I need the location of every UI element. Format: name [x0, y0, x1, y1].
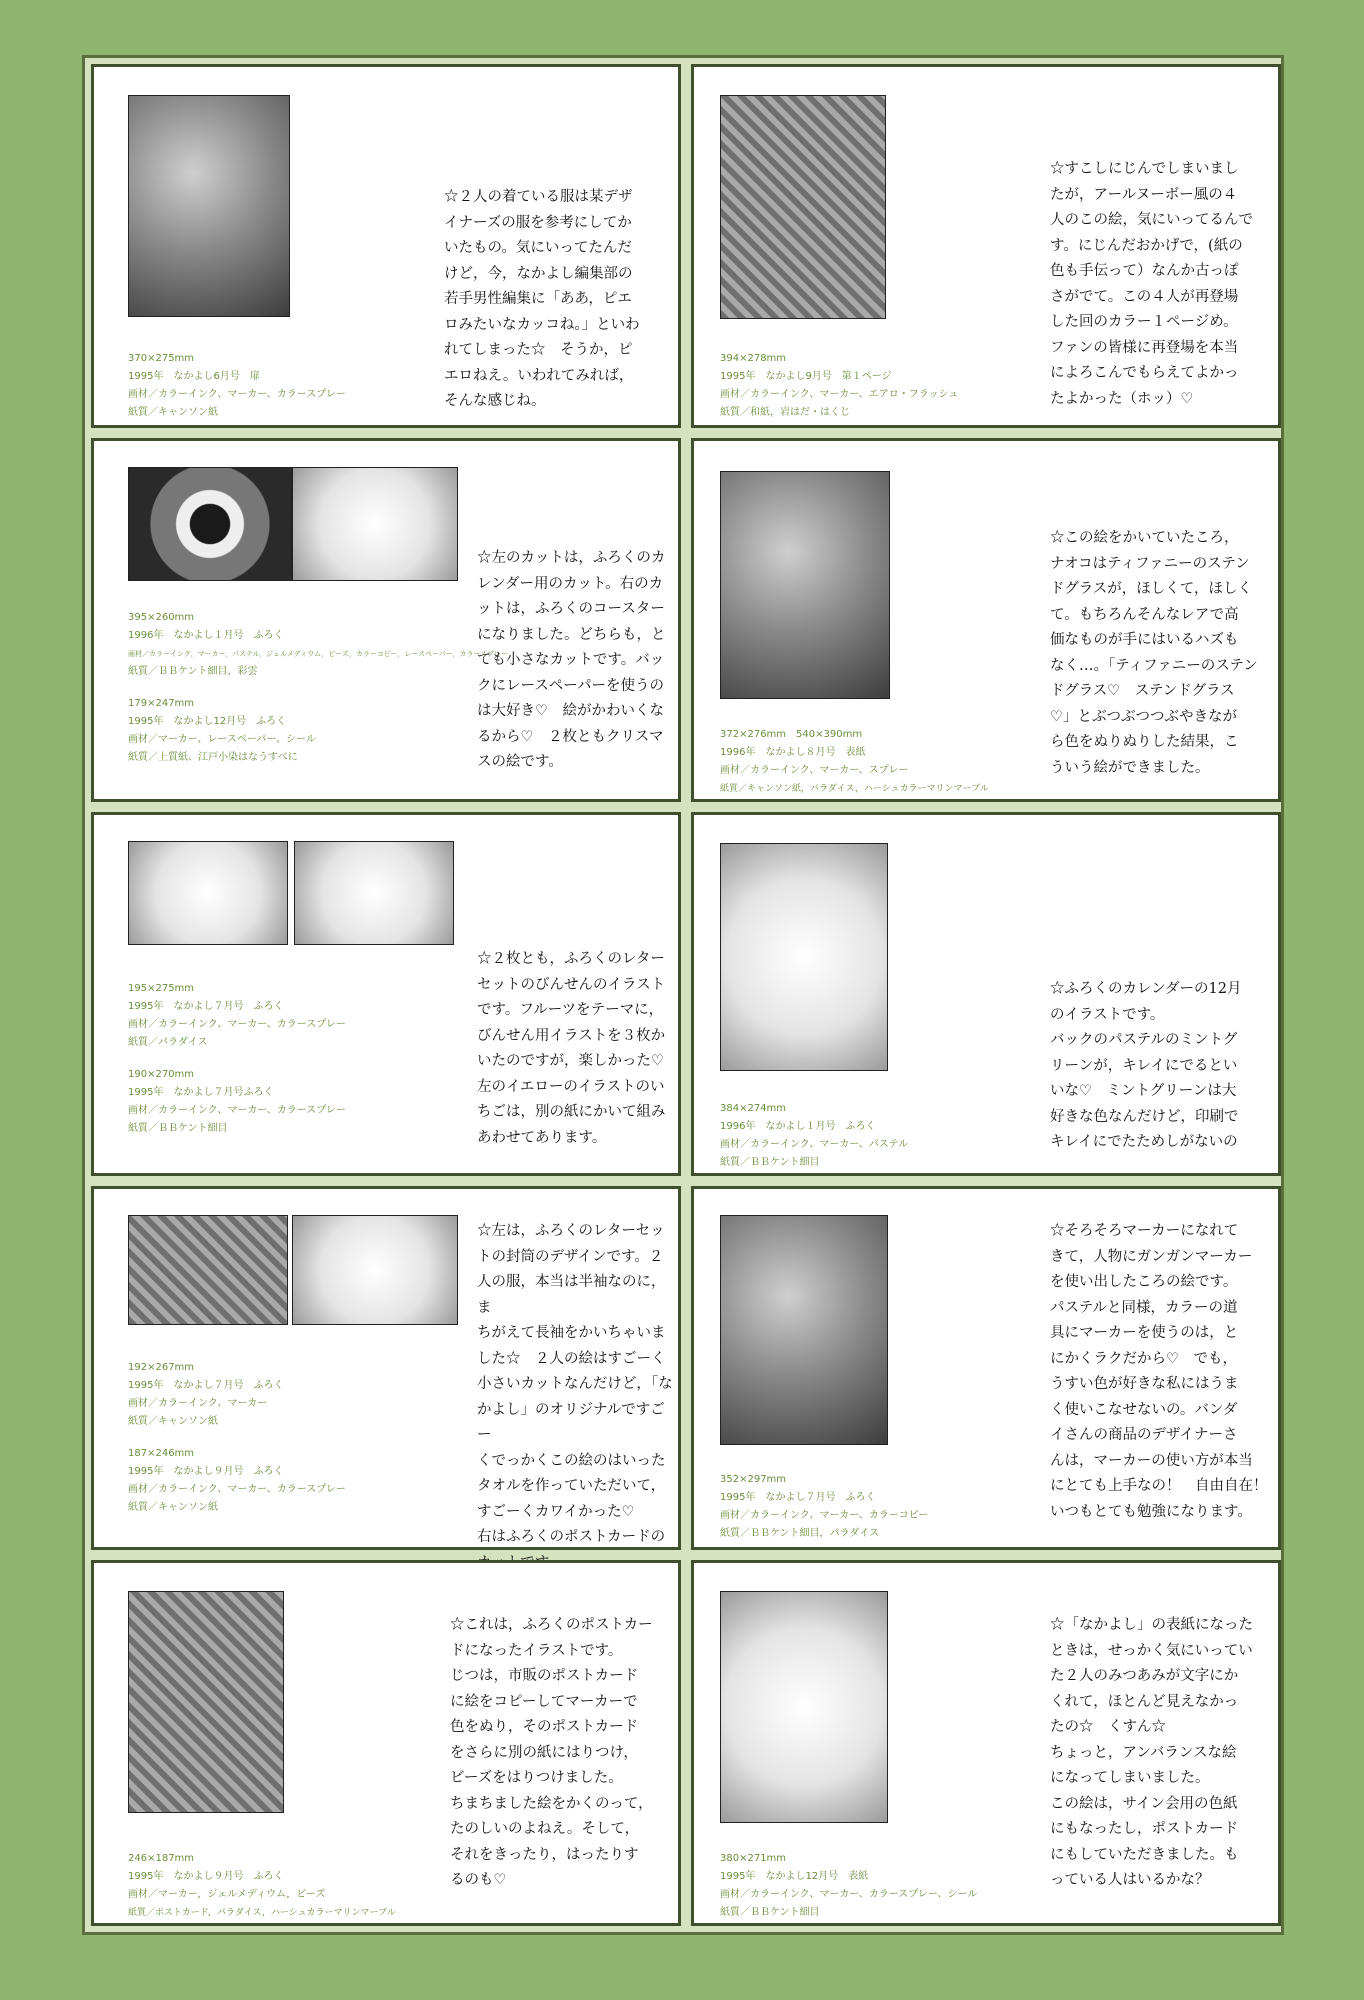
materials-label: 画材／カラーインク、マーカー、カラースプレー、シール [720, 1889, 978, 1900]
illustration-image-left [128, 1215, 288, 1325]
size-label: 179×247mm [128, 698, 195, 709]
illustration-image-left [128, 467, 292, 581]
artwork-card-1 [91, 64, 681, 428]
size-label: 395×260mm [128, 612, 195, 623]
illustration-image [720, 1215, 888, 1445]
materials-label: 画材／カラーインク、マーカー、カラースプレー [128, 1019, 346, 1030]
description-text: ☆ふろくのカレンダーの12月 のイラストです。 バックのパステルのミントグ リーンが，キレイにでるとい いな♡ ミントグリーンは大 好きな色なんだけど，印刷で キレイにでたためしがないの [1050, 981, 1242, 1150]
paper-label: 紙質／和紙，岩はだ・はくじ [720, 407, 850, 418]
publication-label: 1995年 なかよし７月号 ふろく [128, 1001, 284, 1012]
size-label: 380×271mm [720, 1853, 787, 1864]
illustration-image [128, 95, 290, 317]
artwork-card-3 [91, 438, 681, 802]
materials-label: 画材／カラーインク、マーカー、カラースプレー [128, 389, 346, 400]
publication-label: 1995年 なかよし７月号 ふろく [128, 1380, 284, 1391]
materials-label: 画材／カラーインク、マーカー、パステル [720, 1139, 909, 1150]
artwork-card-10 [691, 1560, 1281, 1926]
publication-label: 1996年 なかよし８月号 表紙 [720, 747, 866, 758]
artwork-info [720, 1100, 908, 1172]
size-label: 190×270mm [128, 1069, 195, 1080]
size-label: 370×275mm [128, 353, 195, 364]
description-text: ☆「なかよし」の表紙になった ときは，せっかく気にいってい た２人のみつあみが文字にか くれて，ほとんど見えなかっ たの☆ くすん☆ ちょっと，アンバランスな絵 になってしまいました。 この絵は，サイン会用の色紙 にもなったし，ポストカード にもしていただきました。も っている人はいるかな？ [1050, 1617, 1253, 1888]
paper-label: 紙質／ＢＢケント細目 [720, 1157, 820, 1168]
paper-label: 紙質／パラダイス [128, 1037, 208, 1048]
artwork-info [128, 609, 508, 767]
artwork-info [720, 350, 958, 422]
artwork-card-8 [691, 1186, 1281, 1550]
paper-label: 紙質／キャンソン紙 [128, 407, 218, 418]
publication-label: 1995年 なかよし6月号 扉 [128, 371, 260, 382]
illustration-image [720, 843, 888, 1071]
publication-label: 1995年 なかよし12月号 表紙 [720, 1871, 869, 1882]
publication-label: 1995年 なかよし９月号 ふろく [128, 1871, 284, 1882]
artwork-info [128, 350, 346, 422]
description-text: ☆左は，ふろくのレターセッ トの封筒のデザインです。２ 人の服，本当は半袖なのに，ま ちがえて長袖をかいちゃいま した☆ ２人の絵はすごーく 小さいカットなんだけど，｢な かよし」のオリジナルですごー くでっかくこの絵のはいった タオルを作っていただいて， すごーくカワイかった♡ 右はふろくのポストカードの [477, 1223, 673, 1545]
publication-label: 1996年 なかよし１月号 ふろく [128, 630, 284, 641]
illustration-image-right [292, 1215, 458, 1325]
paper-label: 紙質／キャンソン紙 [128, 1502, 218, 1513]
publication-label: 1995年 なかよし７月号ふろく [128, 1087, 274, 1098]
publication-label: 1995年 なかよし12月号 ふろく [128, 716, 287, 727]
paper-label: 紙質／ポストカード，パラダイス，ハーシュカラーマリンマーブル [128, 1908, 396, 1918]
materials-label: 画材／カラーインク、マーカー、エアロ・フラッシュ [720, 389, 959, 400]
size-label: 246×187mm [128, 1853, 195, 1864]
paper-label: 紙質／上質紙、江戸小染はなうすべに [128, 752, 298, 763]
materials-label: 画材／カラーインク，マーカー，パステル，ジェルメディウム，ビーズ，カラーコピー，レースペーパー，カラースプレー [128, 650, 508, 658]
materials-label: 画材／カラーインク、マーカー、カラーコピー [720, 1510, 929, 1521]
publication-label: 1995年 なかよし９月号 ふろく [128, 1466, 284, 1477]
description-text: ☆この絵をかいていたころ， ナオコはティファニーのステン ドグラスが，ほしくて，ほしく て。もちろんそんなレアで高 価なものが手にはいるハズも なく…。｢ティファニーのステン ドグラス♡ ステンドグラス ♡」とぶつぶつつぶやきなが ら色をぬりぬりした結果，こ ういう絵ができました。 [1050, 530, 1258, 776]
description-text: ☆２人の着ている服は某デザ イナーズの服を参考にしてか いたもの。気にいってたんだ けど，今，なかよし編集部の 若手男性編集に「ああ，ピエ ロみたいなカッコね。」といわ れてしまった☆ そうか，ピ エロねえ。いわれてみれば， そんな感じね。 [444, 189, 640, 409]
materials-label: 画材／カラーインク、マーカー、カラースプレー [128, 1484, 346, 1495]
materials-label: 画材／カラーインク、マーカー [128, 1398, 268, 1409]
paper-label: 紙質／キャンソン紙，パラダイス，ハーシュカラーマリンマーブル [720, 784, 989, 794]
artwork-info [128, 1850, 396, 1922]
description-text: ☆２枚とも，ふろくのレター セットのびんせんのイラスト です。フルーツをテーマに， びんせん用イラストを３枚か いたのですが，楽しかった♡ 左のイエローのイラストのい ちごは，別の紙にかいて組み あわせてあります。 [477, 951, 666, 1146]
paper-label: 紙質／キャンソン紙 [128, 1416, 218, 1427]
paper-label: 紙質／ＢＢケント細目 [720, 1907, 820, 1918]
materials-label: 画材／マーカー、レースペーパー、シール [128, 734, 316, 745]
artwork-card-6 [691, 812, 1281, 1176]
illustration-image [128, 1591, 284, 1813]
size-label: 352×297mm [720, 1474, 787, 1485]
catalog-sheet [82, 55, 1284, 1935]
artwork-info [720, 726, 989, 798]
artwork-card-4 [691, 438, 1281, 802]
illustration-image-left [128, 841, 288, 945]
description-text: ☆左のカットは，ふろくのカ レンダー用のカット。右のカ ットは，ふろくのコースター になりました。どちらも，と ても小さなカットです。バッ クにレースペーパーを使うの は大好き♡ 絵がかわいくな るから♡ ２枚ともクリスマ スの絵です。 [477, 550, 666, 770]
size-label: 384×274mm [720, 1103, 787, 1114]
size-label: 187×246mm [128, 1448, 195, 1459]
materials-label: 画材／カラーインク、マーカー、カラースプレー [128, 1105, 346, 1116]
description-text: ☆すこしにじんでしまいまし たが，アールヌーボー風の４ 人のこの絵，気にいってるんで す。にじんだおかげで，(紙の 色も手伝って）なんか古っぽ さがでて。この４人が再登場 した回のカラー１ページめ。 ファンの皆様に再登場を本当 によろこんでもらえてよかっ たよかった（ホッ）♡ [1050, 161, 1253, 407]
artwork-info [128, 1359, 346, 1517]
artwork-card-7 [91, 1186, 681, 1550]
size-label: 394×278mm [720, 353, 787, 364]
publication-label: 1996年 なかよし１月号 ふろく [720, 1121, 876, 1132]
size-label: 195×275mm [128, 983, 195, 994]
artwork-card-9 [91, 1560, 681, 1926]
artwork-card-2 [691, 64, 1281, 428]
paper-label: 紙質／ＢＢケント細目，パラダイス [720, 1528, 880, 1539]
size-label: 192×267mm [128, 1362, 195, 1373]
illustration-image [720, 471, 890, 699]
illustration-image-right [292, 467, 458, 581]
artwork-info [720, 1471, 928, 1543]
materials-label: 画材／カラーインク、マーカー、スプレー [720, 765, 909, 776]
description-text: ☆これは，ふろくのポストカー ドになったイラストです。 じつは，市販のポストカード に絵をコピーしてマーカーで 色をぬり，そのポストカード をさらに別の紙にはりつけ， ビーズをはりつけました。 ちまちました絵をかくのって， たのしいのよねえ。そして， それをきったり，はったりす るのも♡ [450, 1617, 653, 1888]
publication-label: 1995年 なかよし７月号 ふろく [720, 1492, 876, 1503]
artwork-card-5 [91, 812, 681, 1176]
description-text: ☆そろそろマーカーになれて きて，人物にガンガンマーカー を使い出したころの絵です。 パステルと同様，カラーの道 具にマーカーを使うのは，と にかくラクだから♡ でも， うすい色が好きな私にはうま く使いこなせないの。バンダ イさんの商品のデザイナーさ んは，マーカーの使い方が本当 にとても上手なの！ 自由自在！ いつもとても勉強になります。 [1050, 1223, 1268, 1520]
paper-label: 紙質／ＢＢケント細目，彩雲 [128, 666, 258, 677]
illustration-image-right [294, 841, 454, 945]
size-label: 372×276mm 540×390mm [720, 729, 863, 740]
paper-label: 紙質／ＢＢケント細目 [128, 1123, 228, 1134]
artwork-info [720, 1850, 977, 1922]
publication-label: 1995年 なかよし9月号 第１ページ [720, 371, 892, 382]
illustration-image [720, 95, 886, 319]
materials-label: 画材／マーカー，ジェルメディウム，ビーズ [128, 1889, 326, 1900]
illustration-image [720, 1591, 888, 1823]
artwork-info [128, 980, 346, 1138]
